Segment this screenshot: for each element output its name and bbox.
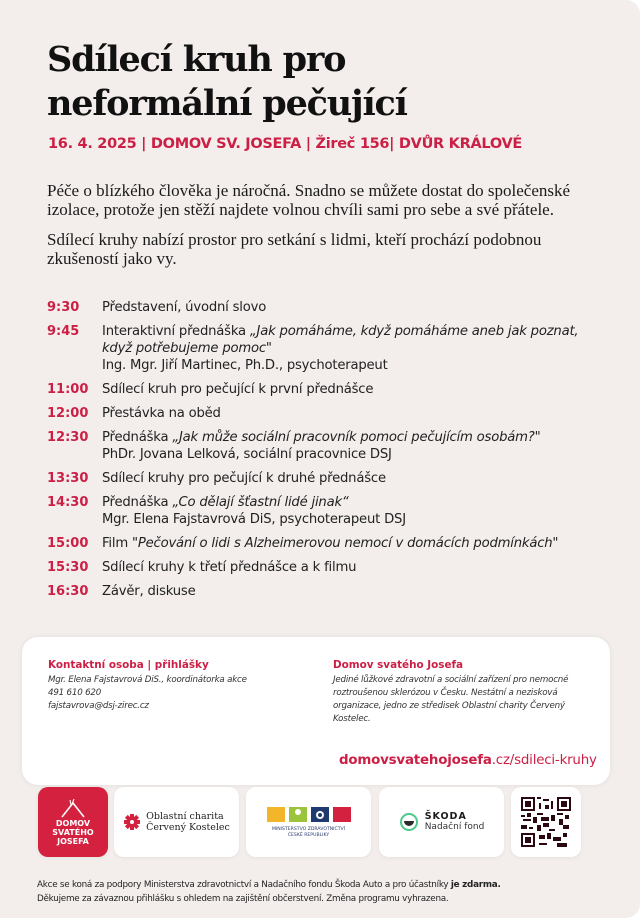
schedule-item bbox=[47, 299, 607, 316]
schedule-item bbox=[47, 535, 607, 552]
schedule-item bbox=[47, 559, 607, 576]
schedule-title: „Jak pomáháme, když pomáháme aneb jak poznat, když potřebujeme pomoc" bbox=[102, 324, 579, 356]
info-card bbox=[22, 637, 610, 785]
ministry-emblem-icon bbox=[267, 805, 351, 823]
page-title bbox=[47, 38, 407, 126]
schedule-prefix: Interaktivní přednáška bbox=[102, 324, 250, 339]
schedule-prefix: Přednáška bbox=[102, 430, 173, 445]
schedule-text: Sdílecí kruh pro pečující k první přednášce bbox=[102, 382, 374, 397]
title-line-2: neformální pečující bbox=[47, 83, 407, 124]
qr-code-icon[interactable] bbox=[521, 797, 571, 847]
schedule-item bbox=[47, 429, 607, 463]
schedule-suffix: " bbox=[552, 536, 559, 551]
dsj-logo-line: DOMOV bbox=[55, 818, 91, 828]
footer-free-note: je zdarma. bbox=[450, 880, 501, 890]
schedule-text: Představení, úvodní slovo bbox=[102, 300, 267, 315]
about-heading: Domov svatého Josefa bbox=[333, 659, 464, 671]
house-icon bbox=[60, 799, 86, 819]
charita-cross-icon bbox=[123, 813, 141, 831]
schedule-title: „Co dělají šťastní lidé jinak“ bbox=[172, 495, 349, 510]
schedule-text bbox=[102, 323, 607, 374]
charita-logo-line: Oblastní charita bbox=[146, 811, 224, 822]
schedule-text bbox=[102, 494, 607, 528]
schedule-speaker: PhDr. Jovana Lelková, sociální pracovnice DSJ bbox=[102, 447, 392, 462]
schedule-time: 13:30 bbox=[47, 471, 89, 486]
schedule-item bbox=[47, 583, 607, 600]
schedule-item bbox=[47, 470, 607, 487]
schedule-title: Pečování o lidi s Alzheimerovou nemocí v domácích podmínkách bbox=[137, 536, 553, 551]
charita-logo bbox=[114, 787, 239, 857]
qr-code[interactable] bbox=[511, 787, 581, 857]
schedule-text: Sdílecí kruhy pro pečující k druhé přednášce bbox=[102, 471, 386, 486]
schedule-time: 12:00 bbox=[47, 406, 89, 421]
skoda-brand: ŠKODA bbox=[424, 811, 467, 822]
schedule-time: 15:00 bbox=[47, 536, 89, 551]
schedule-item bbox=[47, 494, 607, 528]
contact-block bbox=[48, 659, 308, 713]
schedule-title: „Jak může sociální pracovník pomoci pečujícím osobám?" bbox=[172, 430, 541, 445]
charita-logo-line: Červený Kostelec bbox=[146, 822, 230, 833]
schedule-item bbox=[47, 405, 607, 422]
contact-name: Mgr. Elena Fajstavrová DiS., koordinátorka akce bbox=[48, 675, 247, 685]
ministry-of-health-logo bbox=[246, 787, 371, 857]
ministry-logo-line: ČESKÉ REPUBLIKY bbox=[287, 833, 330, 838]
schedule-text bbox=[102, 429, 607, 463]
schedule-prefix: Film " bbox=[102, 536, 138, 551]
schedule-time: 9:45 bbox=[47, 324, 80, 339]
about-text: Jediné lůžkové zdravotní a sociální zařízení pro nemocné roztroušenou sklerózou v Česku. Nestátní a nezisková organizace, jedno ze středisek Oblastní charity Červený Kostelec. bbox=[333, 675, 569, 724]
dsj-logo-line: JOSEFA bbox=[57, 836, 89, 846]
schedule-time: 12:30 bbox=[47, 430, 89, 445]
schedule-text: Sdílecí kruhy k třetí přednášce a k filmu bbox=[102, 560, 357, 575]
contact-phone[interactable]: 491 610 620 bbox=[48, 688, 102, 698]
schedule-time: 14:30 bbox=[47, 495, 89, 510]
intro-paragraph: Péče o blízkého člověka je náročná. Snadno se můžete dostat do společenské izolace, protože jen stěží najdete volnou chvíli sami pro sebe a své přátele. bbox=[47, 181, 571, 219]
schedule-text: Přestávka na oběd bbox=[102, 406, 221, 421]
website-link[interactable] bbox=[339, 753, 597, 768]
schedule bbox=[47, 299, 607, 607]
schedule-speaker: Ing. Mgr. Jiří Martinec, Ph.D., psychoterapeut bbox=[102, 358, 388, 373]
contact-email[interactable]: fajstavrova@dsj-zirec.cz bbox=[48, 701, 149, 711]
event-date-location: 16. 4. 2025 | DOMOV SV. JOSEFA | Žireč 156| DVŮR KRÁLOVÉ bbox=[48, 136, 522, 152]
intro bbox=[47, 181, 607, 279]
schedule-text bbox=[102, 535, 607, 552]
schedule-text: Závěr, diskuse bbox=[102, 584, 196, 599]
about-block bbox=[333, 659, 598, 726]
ministry-logo-line: MINISTERSTVO ZDRAVOTNICTVÍ bbox=[271, 827, 346, 832]
contact-heading: Kontaktní osoba | přihlášky bbox=[48, 659, 209, 671]
schedule-item bbox=[47, 323, 607, 374]
website-path[interactable]: .cz/sdileci-kruhy bbox=[491, 753, 597, 768]
schedule-time: 9:30 bbox=[47, 300, 80, 315]
schedule-time: 15:30 bbox=[47, 560, 89, 575]
footer-note bbox=[37, 878, 607, 906]
schedule-item bbox=[47, 381, 607, 398]
intro-paragraph: Sdílecí kruhy nabízí prostor pro setkání s lidmi, kteří prochází podobnou zkušeností jako vy. bbox=[47, 230, 542, 268]
skoda-subtitle: Nadační fond bbox=[424, 822, 485, 832]
title-line-1: Sdílecí kruh pro bbox=[47, 39, 346, 80]
skoda-emblem-icon bbox=[399, 812, 419, 832]
domov-svateho-josefa-logo bbox=[38, 787, 108, 857]
skoda-foundation-logo bbox=[379, 787, 504, 857]
dsj-logo-line: SVATÉHO bbox=[52, 827, 94, 837]
footer-line-1: Akce se koná za podpory Ministerstva zdravotnictví a Nadačního fondu Škoda Auto a pro účastníky bbox=[37, 880, 451, 890]
schedule-prefix: Přednáška bbox=[102, 495, 173, 510]
schedule-time: 16:30 bbox=[47, 584, 89, 599]
footer-line-2: Děkujeme za závaznou přihlášku s ohledem na zajištění občerstvení. Změna programu vyhrazena. bbox=[37, 894, 449, 904]
website-domain[interactable]: domovsvatehojosefa bbox=[339, 753, 492, 768]
schedule-speaker: Mgr. Elena Fajstavrová DiS, psychoterapeut DSJ bbox=[102, 512, 406, 527]
schedule-time: 11:00 bbox=[47, 382, 89, 397]
